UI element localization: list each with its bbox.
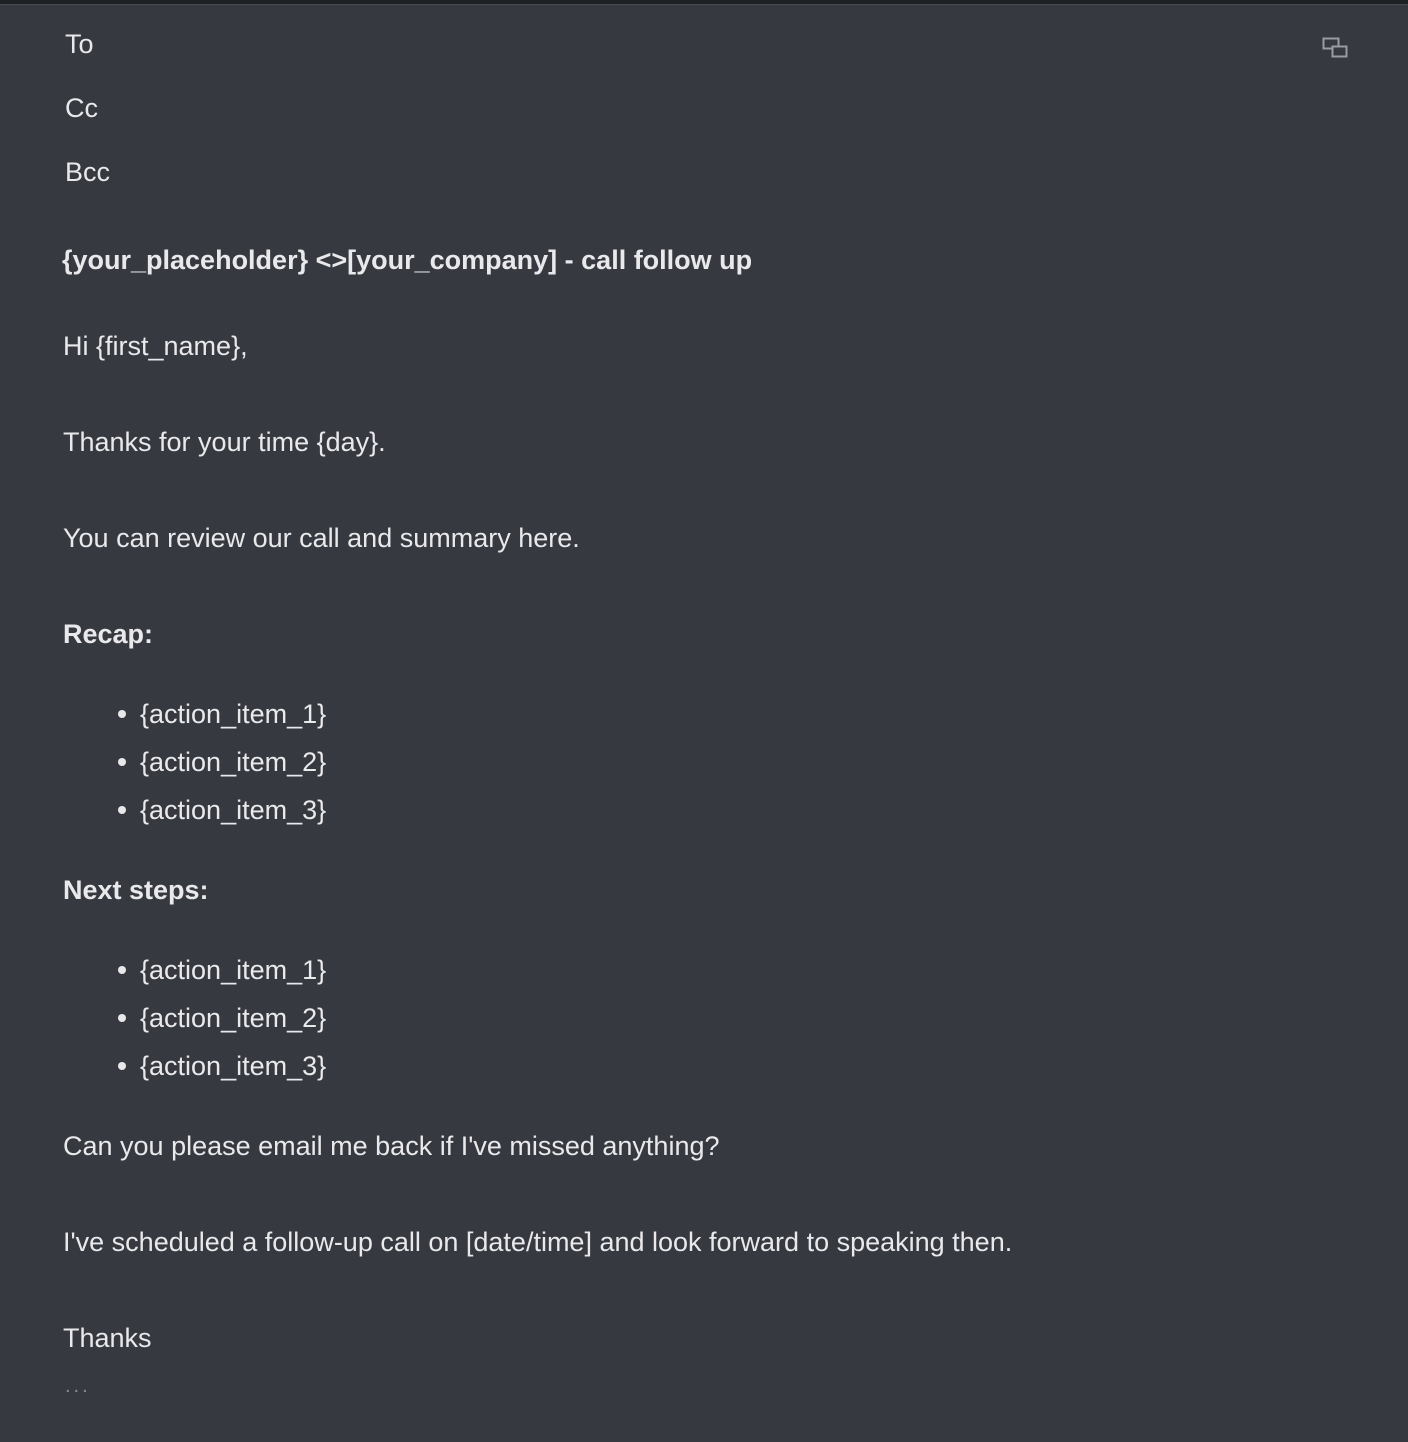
cc-field[interactable] bbox=[65, 93, 98, 124]
to-field[interactable] bbox=[65, 29, 94, 60]
list-item bbox=[118, 795, 326, 826]
cc-label: Cc bbox=[65, 93, 98, 123]
next-step-item-1: {action_item_1} bbox=[140, 955, 327, 985]
popout-window-icon bbox=[1322, 37, 1348, 59]
next-steps-heading: Next steps: bbox=[63, 875, 209, 905]
question-line: Can you please email me back if I've missed anything? bbox=[63, 1131, 720, 1161]
recap-item-1: {action_item_1} bbox=[140, 699, 327, 729]
to-label: To bbox=[65, 29, 94, 59]
subject-field[interactable]: {your_placeholder} <>[your_company] - call follow up bbox=[62, 245, 753, 275]
list-item bbox=[118, 955, 326, 986]
greeting-line: Hi {first_name}, bbox=[63, 331, 248, 361]
bcc-field[interactable] bbox=[65, 157, 110, 188]
next-step-item-3: {action_item_3} bbox=[140, 1051, 327, 1081]
bullet-dot-icon bbox=[118, 966, 126, 974]
next-step-item-2: {action_item_2} bbox=[140, 1003, 327, 1033]
schedule-line: I've scheduled a follow-up call on [date/time] and look forward to speaking then. bbox=[63, 1227, 1013, 1257]
recap-item-3: {action_item_3} bbox=[140, 795, 327, 825]
bullet-dot-icon bbox=[118, 1062, 126, 1070]
bullet-dot-icon bbox=[118, 806, 126, 814]
list-item bbox=[118, 699, 326, 730]
recap-heading: Recap: bbox=[63, 619, 154, 649]
review-line: You can review our call and summary here. bbox=[63, 523, 580, 553]
signoff-line: Thanks bbox=[63, 1323, 152, 1353]
show-trimmed-content-button[interactable]: ... bbox=[65, 1375, 91, 1397]
popout-button[interactable] bbox=[1322, 37, 1348, 59]
bullet-dot-icon bbox=[118, 1014, 126, 1022]
bullet-dot-icon bbox=[118, 758, 126, 766]
thanks-line: Thanks for your time {day}. bbox=[63, 427, 386, 457]
list-item bbox=[118, 747, 326, 778]
recap-item-2: {action_item_2} bbox=[140, 747, 327, 777]
list-item bbox=[118, 1051, 326, 1082]
email-compose-window bbox=[0, 4, 1408, 1442]
bullet-dot-icon bbox=[118, 710, 126, 718]
list-item bbox=[118, 1003, 326, 1034]
bcc-label: Bcc bbox=[65, 157, 111, 187]
